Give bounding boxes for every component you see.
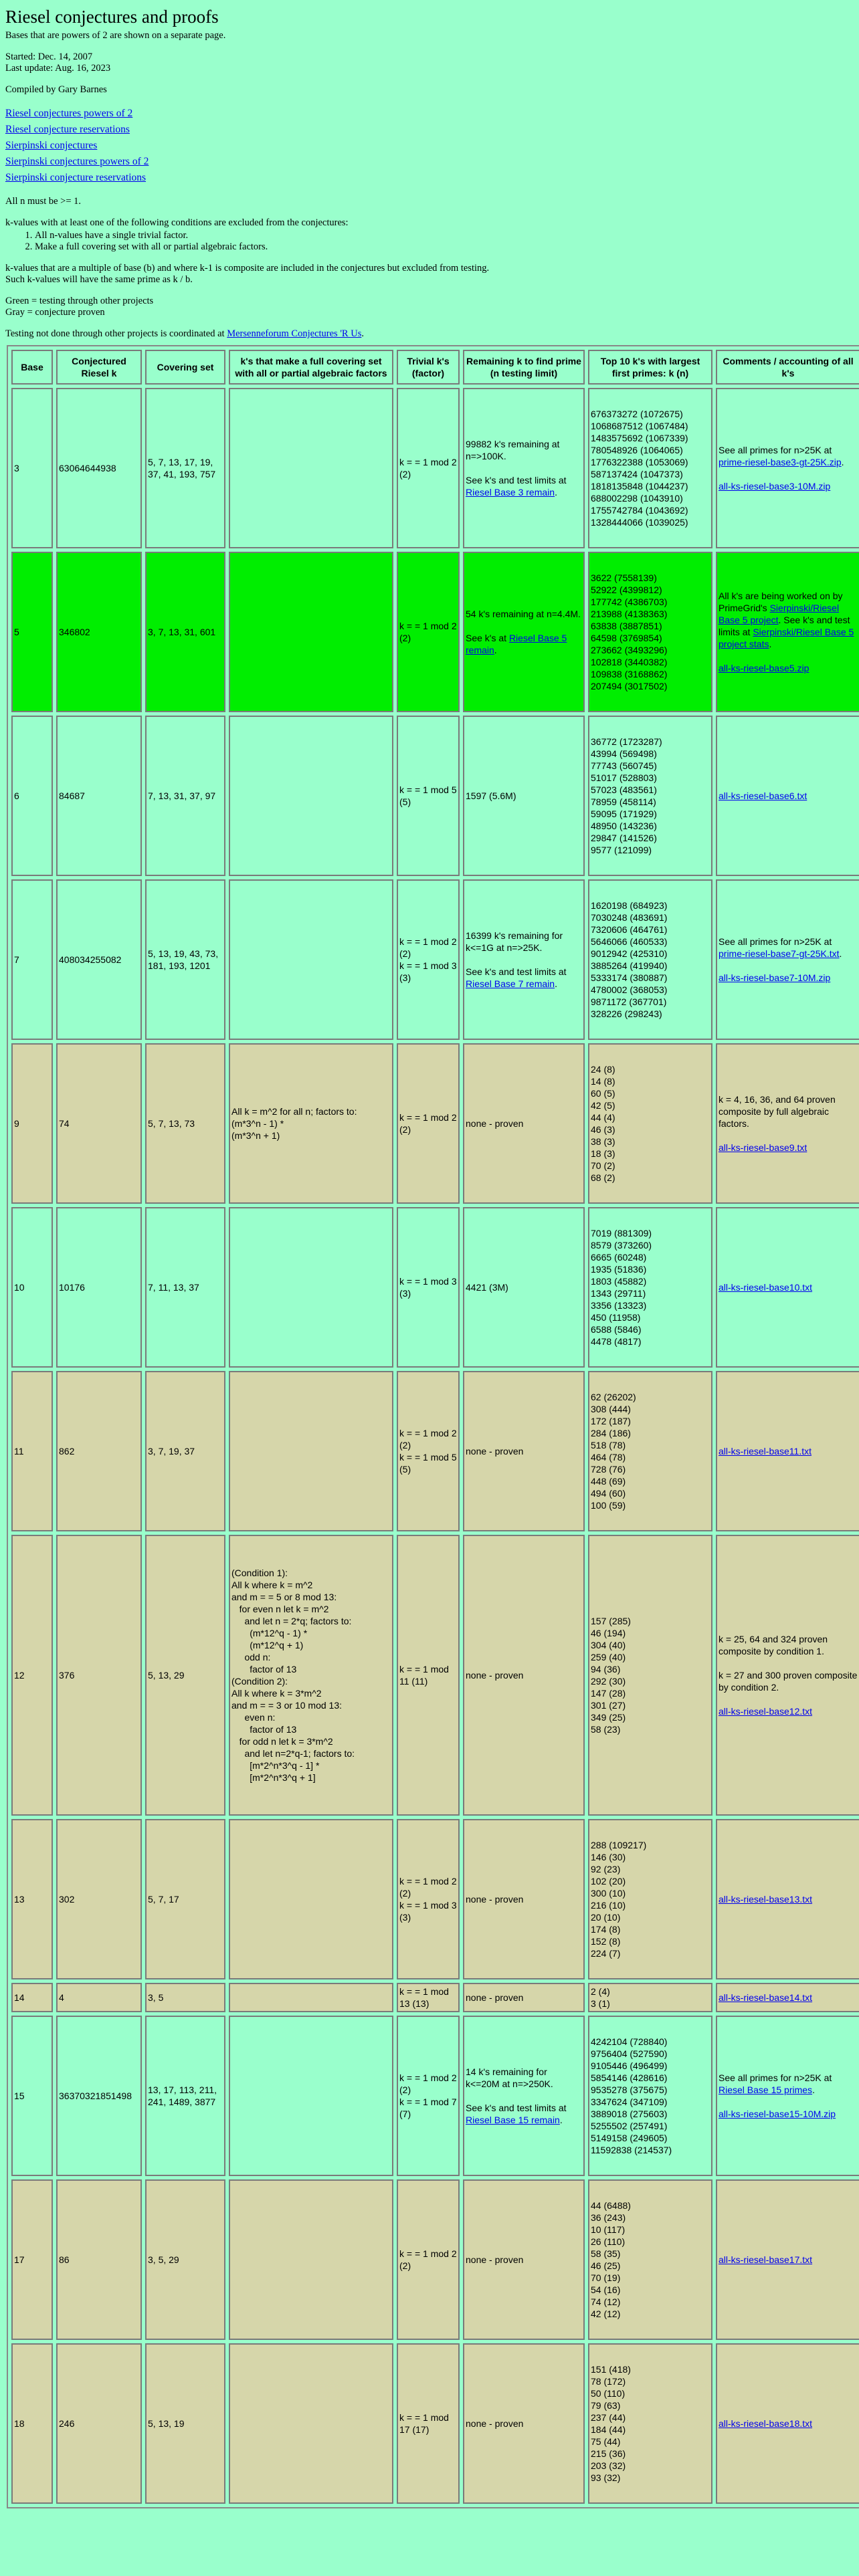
remaining-note: See k's at <box>466 633 509 643</box>
covering-set-value: 3, 7, 19, 37 <box>148 1446 195 1457</box>
table-row <box>11 552 859 712</box>
trivial-value: k = = 1 mod 2 (2) <box>399 621 457 643</box>
comment-mid: . <box>812 2084 815 2095</box>
conjectured-k-value: 74 <box>59 1118 70 1129</box>
comment-text: See all primes for n>25K at <box>719 2072 832 2083</box>
top10-list: 676373272 (1072675) 1068687512 (1067484) 1483575692 (1067339) 780548926 (1064065) 1776322388 (1053069) 587137424 (1047373) 1818135848 (1044237) 688002298 (1043910) 1755742784 (1043692) 1328444066 (1039025) <box>591 409 688 528</box>
comment-end: . <box>769 639 772 649</box>
page-title: Riesel conjectures and proofs <box>5 7 219 27</box>
cell-trivial <box>397 2179 460 2340</box>
covering-set-value: 5, 7, 17 <box>148 1894 179 1905</box>
remaining-value: 16399 k's remaining for k<=1G at n=>25K. <box>466 930 563 953</box>
conjectured-k-value: 84687 <box>59 790 85 801</box>
cell-trivial <box>397 1983 460 2012</box>
table-row <box>11 1371 859 1531</box>
link-riesel-reservations[interactable]: Riesel conjecture reservations <box>5 124 130 135</box>
coordination-end: . <box>361 328 364 339</box>
trivial-value: k = = 1 mod 2 (2) k = = 1 mod 3 (3) <box>399 936 457 983</box>
remaining-value: none - proven <box>466 1894 524 1905</box>
cell-conjectured-k <box>56 2016 142 2176</box>
cell-covering-set <box>145 879 225 1040</box>
cell-algebraic <box>229 2343 393 2504</box>
cell-comments <box>716 1043 859 1204</box>
remaining-link[interactable]: Riesel Base 5 remain <box>466 633 567 655</box>
cell-algebraic <box>229 879 393 1040</box>
cell-trivial <box>397 1043 460 1204</box>
multiple-note: k-values that are a multiple of base (b) and where k-1 is composite are included in the conjectures but excluded from testing. <box>5 263 490 274</box>
trivial-value: k = = 1 mod 2 (2) k = = 1 mod 5 (5) <box>399 1428 457 1475</box>
conjectured-k-value: 86 <box>59 2254 70 2265</box>
top10-list: 62 (26202) 308 (444) 172 (187) 284 (186) 518 (78) 464 (78) 728 (76) 448 (69) 494 (60) 100 (59) <box>591 1392 636 1511</box>
cell-top10 <box>588 2016 712 2176</box>
cell-top10 <box>588 1207 712 1368</box>
conjectures-table <box>7 345 859 2508</box>
covering-set-value: 13, 17, 113, 211, 241, 1489, 3877 <box>148 2084 217 2107</box>
covering-set-value: 3, 5 <box>148 1992 164 2003</box>
cell-covering-set <box>145 1371 225 1531</box>
trivial-value: k = = 1 mod 2 (2) <box>399 2248 457 2271</box>
header-trivial-ks: Trivial k's (factor) <box>397 350 460 385</box>
cell-comments <box>716 2343 859 2504</box>
legend-gray: Gray = conjecture proven <box>5 307 105 318</box>
top10-list: 36772 (1723287) 43994 (569498) 77743 (560745) 51017 (528803) 57023 (483561) 78959 (458114) 59095 (171929) 48950 (143236) 29847 (141526) 9577 (121099) <box>591 736 662 855</box>
cell-covering-set <box>145 2179 225 2340</box>
base-value: 13 <box>14 1894 25 1905</box>
covering-set-value: 5, 13, 19, 43, 73, 181, 193, 1201 <box>148 948 219 971</box>
remaining-end: . <box>559 2115 563 2125</box>
cell-conjectured-k <box>56 1043 142 1204</box>
trivial-value: k = = 1 mod 17 (17) <box>399 2412 449 2435</box>
conjectured-k-value: 408034255082 <box>59 954 122 965</box>
cell-conjectured-k <box>56 1983 142 2012</box>
conjectured-k-value: 4 <box>59 1992 64 2003</box>
remaining-value: 99882 k's remaining at n=>100K. <box>466 439 560 461</box>
last-update-date: Last update: Aug. 16, 2023 <box>5 63 111 74</box>
remaining-link[interactable]: Riesel Base 7 remain <box>466 978 555 989</box>
download-link[interactable]: all-ks-riesel-base5.zip <box>719 663 809 673</box>
table-row <box>11 388 859 548</box>
conjectured-k-value: 376 <box>59 1670 75 1681</box>
link-riesel-powers-of-2[interactable]: Riesel conjectures powers of 2 <box>5 108 133 119</box>
cell-conjectured-k <box>56 1535 142 1816</box>
comment-text: All k's are being worked on by PrimeGrid's <box>719 591 843 613</box>
cell-algebraic <box>229 2179 393 2340</box>
cell-top10 <box>588 1043 712 1204</box>
cell-trivial <box>397 1819 460 1979</box>
conjectured-k-value: 862 <box>59 1446 75 1457</box>
cell-algebraic <box>229 1207 393 1368</box>
remaining-value: none - proven <box>466 1118 524 1129</box>
trivial-value: k = = 1 mod 5 (5) <box>399 784 457 807</box>
table-row <box>11 1043 859 1204</box>
excluded-condition: 1. All n-values have a single trivial factor. <box>35 230 854 241</box>
cell-remaining <box>463 2179 585 2340</box>
base-value: 12 <box>14 1670 25 1681</box>
top10-list: 2 (4) 3 (1) <box>591 1986 610 2009</box>
header-covering-set: Covering set <box>145 350 225 385</box>
base-value: 6 <box>14 790 19 801</box>
cell-covering-set <box>145 388 225 548</box>
top10-list: 4242104 (728840) 9756404 (527590) 9105446 (496499) 5854146 (428616) 9535278 (375675) 3347624 (347109) 3889018 (275603) 5255502 (257491) 5149158 (249605) 11592838 (214537) <box>591 2036 672 2155</box>
related-links <box>5 106 854 186</box>
cell-trivial <box>397 879 460 1040</box>
cell-base <box>11 1207 53 1368</box>
cell-base <box>11 2343 53 2504</box>
cell-algebraic <box>229 552 393 712</box>
cell-algebraic <box>229 716 393 876</box>
cell-top10 <box>588 388 712 548</box>
algebraic-value: (Condition 1): All k where k = m^2 and m = = 5 or 8 mod 13: for even n let k = m^2 and let n = 2*q; factors to: (m*12^q - 1) * (m*12^q + 1) odd n: factor of 13 (Condition 2): All k where k = 3*m^2 and m = = 3 or 10 mod 13: even n: factor of 13 for odd n let k = 3*m^2 and let n=2*q-1; factors to: [m*2^n*3^q - 1] * [m*2^n*3^q + 1] <box>231 1568 355 1783</box>
cell-trivial <box>397 1535 460 1816</box>
coordination-text: Testing not done through other projects is coordinated at <box>5 328 227 339</box>
cell-comments <box>716 2016 859 2176</box>
top10-list: 157 (285) 46 (194) 304 (40) 259 (40) 94 (36) 292 (30) 147 (28) 301 (27) 349 (25) 58 (23) <box>591 1616 631 1735</box>
cell-base <box>11 1371 53 1531</box>
cell-algebraic <box>229 2016 393 2176</box>
download-link[interactable]: all-ks-riesel-base3-10M.zip <box>719 481 831 492</box>
cell-base <box>11 1819 53 1979</box>
cell-base <box>11 2016 53 2176</box>
excluded-intro: k-values with at least one of the following conditions are excluded from the conjectures: <box>5 217 349 228</box>
cell-top10 <box>588 1535 712 1816</box>
covering-set-value: 5, 13, 19 <box>148 2418 185 2429</box>
cell-top10 <box>588 716 712 876</box>
comment-mid: . <box>839 948 842 959</box>
remaining-value: 1597 (5.6M) <box>466 790 516 801</box>
top10-list: 151 (418) 78 (172) 50 (110) 79 (63) 237 (44) 184 (44) 75 (44) 215 (36) 203 (32) 93 (32) <box>591 2364 631 2483</box>
cell-covering-set <box>145 1535 225 1816</box>
algebraic-value: All k = m^2 for all n; factors to: (m*3^n - 1) * (m*3^n + 1) <box>231 1106 357 1141</box>
download-link[interactable]: all-ks-riesel-base13.txt <box>719 1894 813 1905</box>
download-link[interactable]: all-ks-riesel-base14.txt <box>719 1992 813 2003</box>
cell-top10 <box>588 2343 712 2504</box>
conjectured-k-value: 10176 <box>59 1282 85 1293</box>
base-value: 14 <box>14 1992 25 2003</box>
covering-set-value: 7, 11, 13, 37 <box>148 1282 199 1293</box>
link-sierpinski-reservations[interactable]: Sierpinski conjecture reservations <box>5 172 147 183</box>
trivial-value: k = = 1 mod 2 (2) k = = 1 mod 7 (7) <box>399 2072 457 2119</box>
comment-text: See all primes for n>25K at <box>719 936 832 947</box>
cell-base <box>11 552 53 712</box>
covering-set-value: 3, 7, 13, 31, 601 <box>148 627 216 637</box>
conjectured-k-value: 36370321851498 <box>59 2090 132 2101</box>
cell-remaining <box>463 1819 585 1979</box>
cell-algebraic <box>229 1535 393 1816</box>
download-link[interactable]: all-ks-riesel-base7-10M.zip <box>719 972 831 983</box>
top10-list: 24 (8) 14 (8) 60 (5) 42 (5) 44 (4) 46 (3) 38 (3) 18 (3) 70 (2) 68 (2) <box>591 1064 615 1183</box>
base-value: 10 <box>14 1282 25 1293</box>
cell-remaining <box>463 2343 585 2504</box>
cell-remaining <box>463 1371 585 1531</box>
trivial-value: k = = 1 mod 11 (11) <box>399 1664 449 1687</box>
comment-link[interactable]: prime-riesel-base7-gt-25K.txt <box>719 948 840 959</box>
cell-base <box>11 2179 53 2340</box>
header-algebraic-ks: k's that make a full covering set with all or partial algebraic factors <box>229 350 393 385</box>
base-value: 9 <box>14 1118 19 1129</box>
cell-trivial <box>397 552 460 712</box>
remaining-end: . <box>555 978 557 989</box>
covering-set-value: 5, 7, 13, 17, 19, 37, 41, 193, 757 <box>148 457 216 479</box>
cell-comments <box>716 552 859 712</box>
page-subtitle: Bases that are powers of 2 are shown on a separate page. <box>5 30 226 41</box>
cell-trivial <box>397 2016 460 2176</box>
cell-trivial <box>397 2343 460 2504</box>
header-top10: Top 10 k's with largest first primes: k (n) <box>588 350 712 385</box>
comment-link[interactable]: Sierpinski/Riesel Base 5 project stats <box>719 627 854 649</box>
comment-link[interactable]: Riesel Base 15 primes <box>719 2084 813 2095</box>
trivial-value: k = = 1 mod 2 (2) <box>399 1112 457 1135</box>
link-sierpinski-powers-of-2[interactable]: Sierpinski conjectures powers of 2 <box>5 156 149 167</box>
cell-covering-set <box>145 1983 225 2012</box>
cell-top10 <box>588 2179 712 2340</box>
header-comments: Comments / accounting of all k's <box>716 350 859 385</box>
download-link[interactable]: all-ks-riesel-base15-10M.zip <box>719 2109 836 2119</box>
table-row <box>11 1207 859 1368</box>
cell-base <box>11 1535 53 1816</box>
cell-covering-set <box>145 2016 225 2176</box>
download-link[interactable]: all-ks-riesel-base9.txt <box>719 1142 807 1153</box>
legend-green: Green = testing through other projects <box>5 296 154 306</box>
table-row <box>11 2016 859 2176</box>
cell-conjectured-k <box>56 879 142 1040</box>
cell-remaining <box>463 1043 585 1204</box>
cell-remaining <box>463 1535 585 1816</box>
cell-remaining <box>463 716 585 876</box>
cell-covering-set <box>145 1207 225 1368</box>
cell-conjectured-k <box>56 388 142 548</box>
download-link[interactable]: all-ks-riesel-base10.txt <box>719 1282 813 1293</box>
table-row <box>11 2179 859 2340</box>
multiple-note-2: Such k-values will have the same prime as k / b. <box>5 274 193 285</box>
cell-remaining <box>463 1207 585 1368</box>
cell-top10 <box>588 552 712 712</box>
remaining-link[interactable]: Riesel Base 15 remain <box>466 2115 560 2125</box>
header-remaining-k: Remaining k to find prime (n testing limit) <box>463 350 585 385</box>
conjectured-k-value: 63064644938 <box>59 463 116 473</box>
comment-mid: . <box>841 457 844 467</box>
cell-conjectured-k <box>56 2343 142 2504</box>
conjectured-k-value: 346802 <box>59 627 90 637</box>
base-value: 17 <box>14 2254 25 2265</box>
cell-algebraic <box>229 1819 393 1979</box>
cell-remaining <box>463 552 585 712</box>
trivial-value: k = = 1 mod 2 (2) k = = 1 mod 3 (3) <box>399 1876 457 1923</box>
comment-link[interactable]: prime-riesel-base3-gt-25K.zip <box>719 457 842 467</box>
covering-set-value: 5, 7, 13, 73 <box>148 1118 195 1129</box>
top10-list: 1620198 (684923) 7030248 (483691) 7320606 (464761) 5646066 (460533) 9012942 (425310) 3885264 (419940) 5333174 (380887) 4780002 (368053) 9871172 (367701) 328226 (298243) <box>591 900 668 1019</box>
remaining-note: See k's and test limits at <box>466 475 567 486</box>
comment-text: k = 4, 16, 36, and 64 proven composite by full algebraic factors. <box>719 1094 836 1129</box>
cell-algebraic <box>229 1043 393 1204</box>
top10-list: 3622 (7558139) 52922 (4399812) 177742 (4386703) 213988 (4138363) 63838 (3887851) 64598 (3769854) 273662 (3493296) 102818 (3440382) 109838 (3168862) 207494 (3017502) <box>591 572 668 691</box>
base-value: 18 <box>14 2418 25 2429</box>
remaining-note: See k's and test limits at <box>466 2103 567 2113</box>
cell-conjectured-k <box>56 552 142 712</box>
cell-comments <box>716 1371 859 1531</box>
n-rule: All n must be >= 1. <box>5 196 82 207</box>
coordination-note <box>5 328 854 340</box>
link-sierpinski-conjectures[interactable]: Sierpinski conjectures <box>5 140 98 151</box>
cell-trivial <box>397 1207 460 1368</box>
remaining-value: none - proven <box>466 1992 524 2003</box>
cell-conjectured-k <box>56 1207 142 1368</box>
cell-trivial <box>397 1371 460 1531</box>
comment-text: k = 25, 64 and 324 proven composite by condition 1. <box>719 1634 828 1656</box>
table-row <box>11 1535 859 1816</box>
cell-trivial <box>397 716 460 876</box>
cell-base <box>11 1983 53 2012</box>
excluded-condition: 2. Make a full covering set with all or partial algebraic factors. <box>35 241 854 253</box>
table-row <box>11 1983 859 2012</box>
cell-top10 <box>588 1371 712 1531</box>
remaining-value: 54 k's remaining at n=4.4M. <box>466 609 581 619</box>
top10-list: 288 (109217) 146 (30) 92 (23) 102 (20) 300 (10) 216 (10) 20 (10) 174 (8) 152 (8) 224 (7) <box>591 1840 647 1959</box>
cell-top10 <box>588 1983 712 2012</box>
base-value: 15 <box>14 2090 25 2101</box>
covering-set-value: 3, 5, 29 <box>148 2254 179 2265</box>
cell-base <box>11 1043 53 1204</box>
remaining-value: none - proven <box>466 1446 524 1457</box>
cell-remaining <box>463 1983 585 2012</box>
top10-list: 7019 (881309) 8579 (373260) 6665 (60248) 1935 (51836) 1803 (45882) 1343 (29711) 3356 (13323) 450 (11958) 6588 (5846) 4478 (4817) <box>591 1228 652 1347</box>
cell-covering-set <box>145 716 225 876</box>
cell-remaining <box>463 2016 585 2176</box>
covering-set-value: 7, 13, 31, 37, 97 <box>148 790 216 801</box>
table-row <box>11 1819 859 1979</box>
comment-text: See all primes for n>25K at <box>719 445 832 455</box>
cell-conjectured-k <box>56 716 142 876</box>
cell-conjectured-k <box>56 1371 142 1531</box>
table-header-row <box>11 350 859 385</box>
cell-base <box>11 716 53 876</box>
cell-comments <box>716 1207 859 1368</box>
download-link[interactable]: all-ks-riesel-base17.txt <box>719 2254 813 2265</box>
table-row <box>11 879 859 1040</box>
cell-covering-set <box>145 1819 225 1979</box>
excluded-conditions <box>5 230 854 253</box>
cell-conjectured-k <box>56 2179 142 2340</box>
cell-algebraic <box>229 1983 393 2012</box>
download-link[interactable]: all-ks-riesel-base12.txt <box>719 1706 813 1717</box>
link-mersenneforum[interactable]: Mersenneforum Conjectures 'R Us <box>227 328 362 339</box>
cell-base <box>11 879 53 1040</box>
cell-remaining <box>463 388 585 548</box>
started-date: Started: Dec. 14, 2007 <box>5 51 93 62</box>
remaining-value: none - proven <box>466 1670 524 1681</box>
cell-trivial <box>397 388 460 548</box>
cell-comments <box>716 716 859 876</box>
cell-covering-set <box>145 552 225 712</box>
conjectured-k-value: 246 <box>59 2418 75 2429</box>
cell-covering-set <box>145 2343 225 2504</box>
remaining-value: 4421 (3M) <box>466 1282 508 1293</box>
cell-base <box>11 388 53 548</box>
header-base: Base <box>11 350 53 385</box>
cell-algebraic <box>229 1371 393 1531</box>
remaining-end: . <box>555 487 557 498</box>
cell-comments <box>716 2179 859 2340</box>
compiled-by: Compiled by Gary Barnes <box>5 84 107 95</box>
base-value: 5 <box>14 627 19 637</box>
download-link[interactable]: all-ks-riesel-base18.txt <box>719 2418 813 2429</box>
trivial-value: k = = 1 mod 3 (3) <box>399 1276 457 1299</box>
base-value: 11 <box>14 1446 24 1457</box>
cell-comments <box>716 1535 859 1816</box>
covering-set-value: 5, 13, 29 <box>148 1670 185 1681</box>
cell-comments <box>716 1819 859 1979</box>
remaining-note: See k's and test limits at <box>466 966 567 977</box>
remaining-value: none - proven <box>466 2418 524 2429</box>
table-row <box>11 716 859 876</box>
trivial-value: k = = 1 mod 2 (2) <box>399 457 457 479</box>
remaining-value: 14 k's remaining for k<=20M at n=>250K. <box>466 2066 553 2089</box>
base-value: 3 <box>14 463 19 473</box>
comment-text: k = 27 and 300 proven composite by condition 2. <box>719 1670 858 1693</box>
conjectured-k-value: 302 <box>59 1894 75 1905</box>
cell-covering-set <box>145 1043 225 1204</box>
remaining-end: . <box>494 645 497 655</box>
cell-conjectured-k <box>56 1819 142 1979</box>
cell-algebraic <box>229 388 393 548</box>
cell-top10 <box>588 1819 712 1979</box>
trivial-value: k = = 1 mod 13 (13) <box>399 1986 449 2009</box>
cell-top10 <box>588 879 712 1040</box>
comment-mid: . See k's and test limits at <box>719 615 850 637</box>
cell-comments <box>716 388 859 548</box>
cell-remaining <box>463 879 585 1040</box>
remaining-value: none - proven <box>466 2254 524 2265</box>
download-link[interactable]: all-ks-riesel-base6.txt <box>719 790 807 801</box>
cell-comments <box>716 879 859 1040</box>
download-link[interactable]: all-ks-riesel-base11.txt <box>719 1446 812 1457</box>
base-value: 7 <box>14 954 19 965</box>
cell-comments <box>716 1983 859 2012</box>
table-row <box>11 2343 859 2504</box>
comment-link[interactable]: Sierpinski/Riesel Base 5 project <box>719 603 840 625</box>
remaining-link[interactable]: Riesel Base 3 remain <box>466 487 555 498</box>
top10-list: 44 (6488) 36 (243) 10 (117) 26 (110) 58 (35) 46 (25) 70 (19) 54 (16) 74 (12) 42 (12) <box>591 2200 631 2319</box>
header-conjectured-k: Conjectured Riesel k <box>56 350 142 385</box>
